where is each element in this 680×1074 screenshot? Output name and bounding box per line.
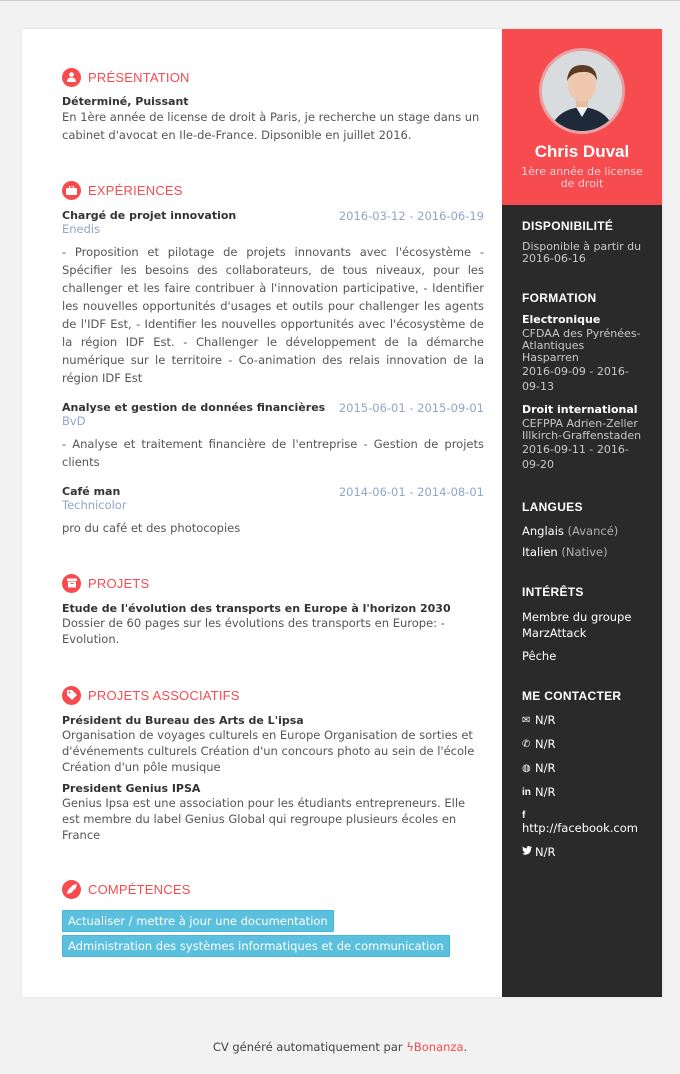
experience-text: pro du café et des photocopies bbox=[62, 521, 241, 535]
section-experiences bbox=[62, 180, 484, 537]
contact-facebook[interactable] bbox=[522, 807, 642, 835]
experience-item bbox=[62, 485, 484, 537]
globe-icon: ◍ bbox=[522, 762, 531, 774]
archive-icon bbox=[62, 574, 81, 593]
section-title: COMPÉTENCES bbox=[88, 881, 191, 897]
section-projets bbox=[62, 573, 484, 647]
formation-school: CEFPPA Adrien-Zeller Illkirch-Graffenstaden bbox=[522, 417, 642, 442]
language-level: (Native) bbox=[561, 545, 608, 559]
envelope-icon: ✉ bbox=[522, 714, 531, 726]
sidebar-heading: DISPONIBILITÉ bbox=[522, 219, 614, 233]
section-header bbox=[62, 879, 484, 899]
contact-phone-value: N/R bbox=[535, 737, 556, 751]
formation-title: Electronique bbox=[522, 313, 601, 326]
experience-org: Technicolor bbox=[62, 498, 127, 512]
association-text: Organisation de voyages culturels en Europe Organisation de sorties et d'événements culturels Création d'un concours photo au sein de l'école Création d'un pôle musique bbox=[62, 728, 475, 774]
presentation-text: En 1ère année de license de droit à Paris, je recherche un stage dans un cabinet d'avocat en Ile-de-France. Dipsonible en juillet 2016. bbox=[62, 110, 480, 142]
section-title: EXPÉRIENCES bbox=[88, 182, 183, 198]
contact-website[interactable] bbox=[522, 761, 642, 775]
experience-text: - Proposition et pilotage de projets innovants avec l'écosystème - Spécifier les besoins des collaborateurs, de tous niveaux, pour les challenger et les faire contribuer à l'innovation participative, - Identifier les nouvelles opportunités d'usages et outils pour challenger les agents de l'IDF Est, - Identifier les nouvelles opportunités avec l'écosystème de la région IDF Est. - Challenger le développement de la démarche numérique sur le territoire - Co-animation des relais innovation de la région IDF Est bbox=[62, 245, 484, 385]
language-item bbox=[522, 545, 642, 559]
bolt-icon: ϟ bbox=[406, 1040, 414, 1054]
avatar bbox=[539, 48, 625, 134]
section-header bbox=[62, 685, 484, 705]
sidebar-formation bbox=[502, 291, 662, 472]
footer-end: . bbox=[463, 1040, 468, 1054]
profile-subtitle: 1ère année de license de droit bbox=[521, 165, 643, 190]
briefcase-icon bbox=[62, 181, 81, 200]
experience-item bbox=[62, 209, 484, 387]
formation-item bbox=[522, 313, 642, 394]
sidebar bbox=[502, 29, 662, 997]
availability-text: Disponible à partir du 2016-06-16 bbox=[522, 240, 642, 265]
section-presentation bbox=[62, 67, 484, 144]
contact-email[interactable] bbox=[522, 713, 642, 727]
experience-title: Chargé de projet innovation bbox=[62, 209, 237, 222]
section-header bbox=[62, 67, 484, 87]
section-title: PROJETS ASSOCIATIFS bbox=[88, 687, 240, 703]
project-text: Dossier de 60 pages sur les évolutions des transports en Europe: - Evolution. bbox=[62, 616, 445, 646]
section-title: PRÉSENTATION bbox=[88, 69, 190, 85]
contact-linkedin[interactable] bbox=[522, 785, 642, 799]
section-header bbox=[62, 573, 484, 593]
linkedin-icon: in bbox=[522, 786, 531, 798]
sidebar-heading: INTÉRÊTS bbox=[522, 585, 584, 599]
association-item bbox=[62, 714, 484, 775]
sidebar-langues bbox=[502, 500, 662, 559]
contact-facebook-value: http://facebook.com bbox=[522, 821, 638, 835]
formation-dates: 2016-09-09 - 2016-09-13 bbox=[522, 365, 629, 393]
profile-name: Chris Duval bbox=[534, 142, 630, 161]
phone-icon: ✆ bbox=[522, 738, 531, 750]
footer bbox=[0, 1040, 680, 1054]
experience-org: BvD bbox=[62, 414, 86, 428]
language-name: Anglais bbox=[522, 524, 564, 538]
association-title: Président du Bureau des Arts de L'ipsa bbox=[62, 714, 304, 727]
section-competences bbox=[62, 879, 484, 960]
formation-item bbox=[522, 403, 642, 472]
language-item bbox=[522, 524, 642, 538]
tag-icon bbox=[62, 686, 81, 705]
experience-dates: 2016-03-12 - 2016-06-19 bbox=[338, 209, 484, 223]
sidebar-heading: ME CONTACTER bbox=[522, 689, 622, 703]
association-title: President Genius IPSA bbox=[62, 782, 201, 795]
cv-sheet bbox=[22, 29, 662, 997]
contact-twitter[interactable] bbox=[522, 845, 642, 859]
experience-dates: 2014-06-01 - 2014-08-01 bbox=[338, 485, 484, 499]
footer-brand-link[interactable]: Bonanza bbox=[413, 1040, 464, 1054]
user-icon bbox=[62, 68, 81, 87]
skill-tag: Actualiser / mettre à jour une documentation bbox=[62, 910, 334, 932]
facebook-icon: f bbox=[522, 810, 526, 821]
experience-item bbox=[62, 401, 484, 471]
formation-title: Droit international bbox=[522, 403, 638, 416]
contact-linkedin-value: N/R bbox=[535, 785, 556, 799]
association-text: Genius Ipsa est une association pour les étudiants entrepreneurs. Elle est membre du label Genius Global qui regroupe plusieurs écoles en France bbox=[62, 796, 466, 842]
project-item bbox=[62, 602, 484, 647]
section-title: PROJETS bbox=[88, 575, 150, 591]
rocket-icon bbox=[62, 880, 81, 899]
language-name: Italien bbox=[522, 545, 558, 559]
contact-twitter-value: N/R bbox=[535, 845, 556, 859]
interest-item: Pêche bbox=[522, 649, 557, 663]
twitter-icon bbox=[522, 846, 535, 858]
skill-tag: Administration des systèmes informatiques et de communication bbox=[62, 935, 450, 957]
skills-list bbox=[62, 910, 484, 960]
contact-website-value: N/R bbox=[535, 761, 556, 775]
contact-phone[interactable] bbox=[522, 737, 642, 751]
language-level: (Avancé) bbox=[567, 524, 619, 538]
contact-email-value: N/R bbox=[535, 713, 556, 727]
section-header bbox=[62, 180, 484, 200]
sidebar-interets bbox=[502, 585, 662, 663]
project-title: Etude de l'évolution des transports en Europe à l'horizon 2030 bbox=[62, 602, 451, 615]
formation-school: CFDAA des Pyrénées-Atlantiques Hasparren bbox=[522, 327, 641, 364]
sidebar-heading: LANGUES bbox=[522, 500, 583, 514]
main-column bbox=[22, 29, 502, 997]
formation-dates: 2016-09-11 - 2016-09-20 bbox=[522, 443, 629, 471]
profile-header bbox=[502, 29, 662, 205]
section-associatifs bbox=[62, 685, 484, 843]
experience-title: Analyse et gestion de données financières bbox=[62, 401, 326, 414]
experience-title: Café man bbox=[62, 485, 121, 498]
experience-org: Enedis bbox=[62, 222, 101, 236]
sidebar-disponibilite bbox=[502, 219, 662, 265]
footer-text: CV généré automatiquement par bbox=[212, 1040, 403, 1054]
interest-item: Membre du groupe MarzAttack bbox=[522, 610, 632, 640]
portrait-icon bbox=[542, 51, 622, 131]
experience-dates: 2015-06-01 - 2015-09-01 bbox=[338, 401, 484, 415]
sidebar-heading: FORMATION bbox=[522, 291, 597, 305]
association-item bbox=[62, 782, 484, 843]
sidebar-contact bbox=[502, 689, 662, 859]
presentation-heading: Déterminé, Puissant bbox=[62, 95, 189, 108]
experience-text: - Analyse et traitement financière de l'entreprise - Gestion de projets clients bbox=[62, 437, 484, 469]
